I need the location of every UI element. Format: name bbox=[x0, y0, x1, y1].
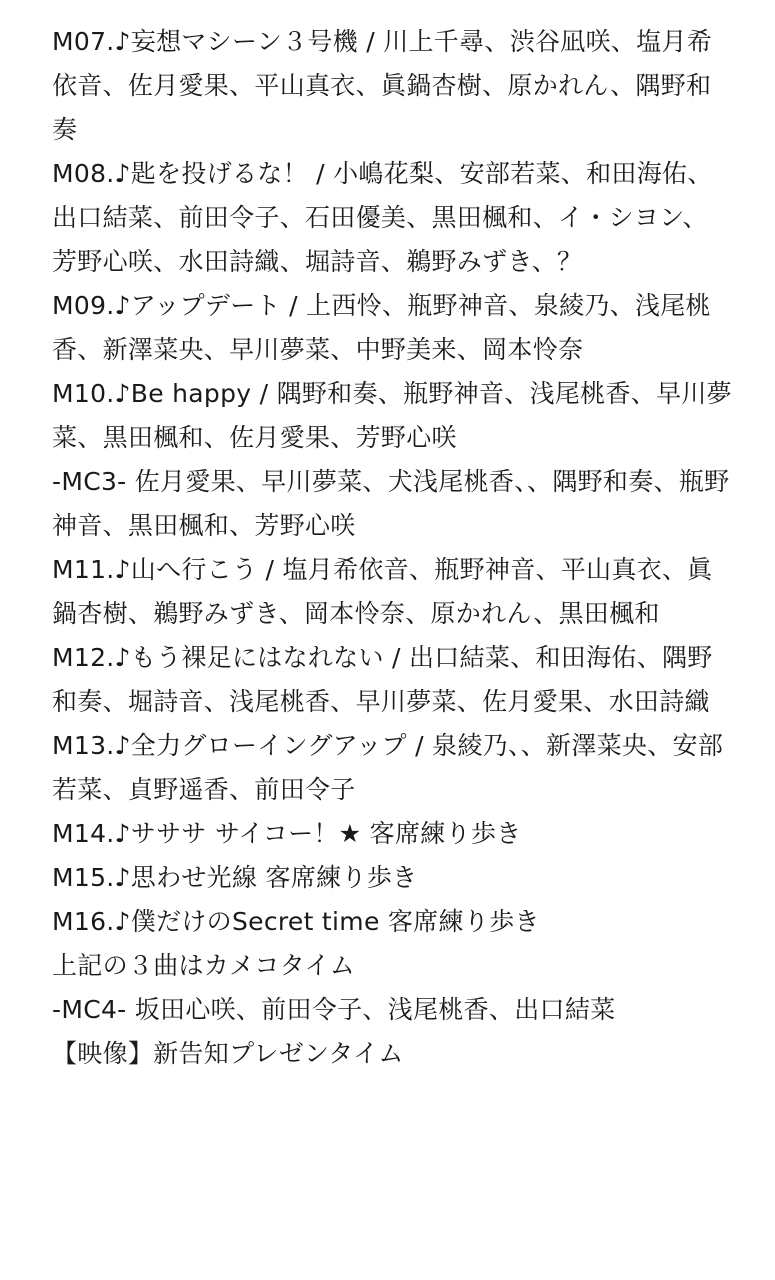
setlist-entry-m11: M11.♪山へ行こう / 塩月希依音、瓶野神音、平山真衣、眞鍋杏樹、鵜野みずき、岡本怜奈、原かれん、黒田楓和 bbox=[52, 555, 713, 628]
setlist-entry-m16: M16.♪僕だけのSecret time 客席練り歩き bbox=[52, 907, 540, 936]
camera-time-note: 上記の３曲はカメコタイム bbox=[52, 951, 356, 980]
setlist-entry-mc3: -MC3- 佐月愛果、早川夢菜、犬浅尾桃香、、隅野和奏、瓶野神音、黒田楓和、芳野心咲 bbox=[52, 467, 730, 540]
setlist-entry-m15: M15.♪思わせ光線 客席練り歩き bbox=[52, 863, 418, 892]
setlist-entry-m14: M14.♪サササ サイコー！★ 客席練り歩き bbox=[52, 819, 522, 848]
setlist-document bbox=[52, 20, 732, 1076]
setlist-entry-m13: M13.♪全力グローイングアップ / 泉綾乃、、新澤菜央、安部若菜、貞野遥香、前田令子 bbox=[52, 731, 724, 804]
setlist-entry-mc4: -MC4- 坂田心咲、前田令子、浅尾桃香、出口結菜 bbox=[52, 995, 616, 1024]
setlist-entry-m12: M12.♪もう裸足にはなれない / 出口結菜、和田海佑、隅野和奏、堀詩音、浅尾桃香、早川夢菜、佐月愛果、水田詩織 bbox=[52, 643, 713, 716]
setlist-entry-m09: M09.♪アップデート / 上西怜、瓶野神音、泉綾乃、浅尾桃香、新澤菜央、早川夢菜、中野美来、岡本怜奈 bbox=[52, 291, 711, 364]
setlist-entry-m08: M08.♪匙を投げるな！ / 小嶋花梨、安部若菜、和田海佑、出口結菜、前田令子、石田優美、黒田楓和、イ・シヨン、芳野心咲、水田詩織、堀詩音、鵜野みずき、？ bbox=[52, 159, 713, 276]
setlist-entry-m10: M10.♪Be happy / 隅野和奏、瓶野神音、浅尾桃香、早川夢菜、黒田楓和、佐月愛果、芳野心咲 bbox=[52, 379, 732, 452]
video-announcement: 【映像】新告知プレゼンタイム bbox=[52, 1039, 404, 1068]
setlist-entry-m07: M07.♪妄想マシーン３号機 / 川上千尋、渋谷凪咲、塩月希依音、佐月愛果、平山真衣、眞鍋杏樹、原かれん、隅野和奏 bbox=[52, 27, 713, 144]
